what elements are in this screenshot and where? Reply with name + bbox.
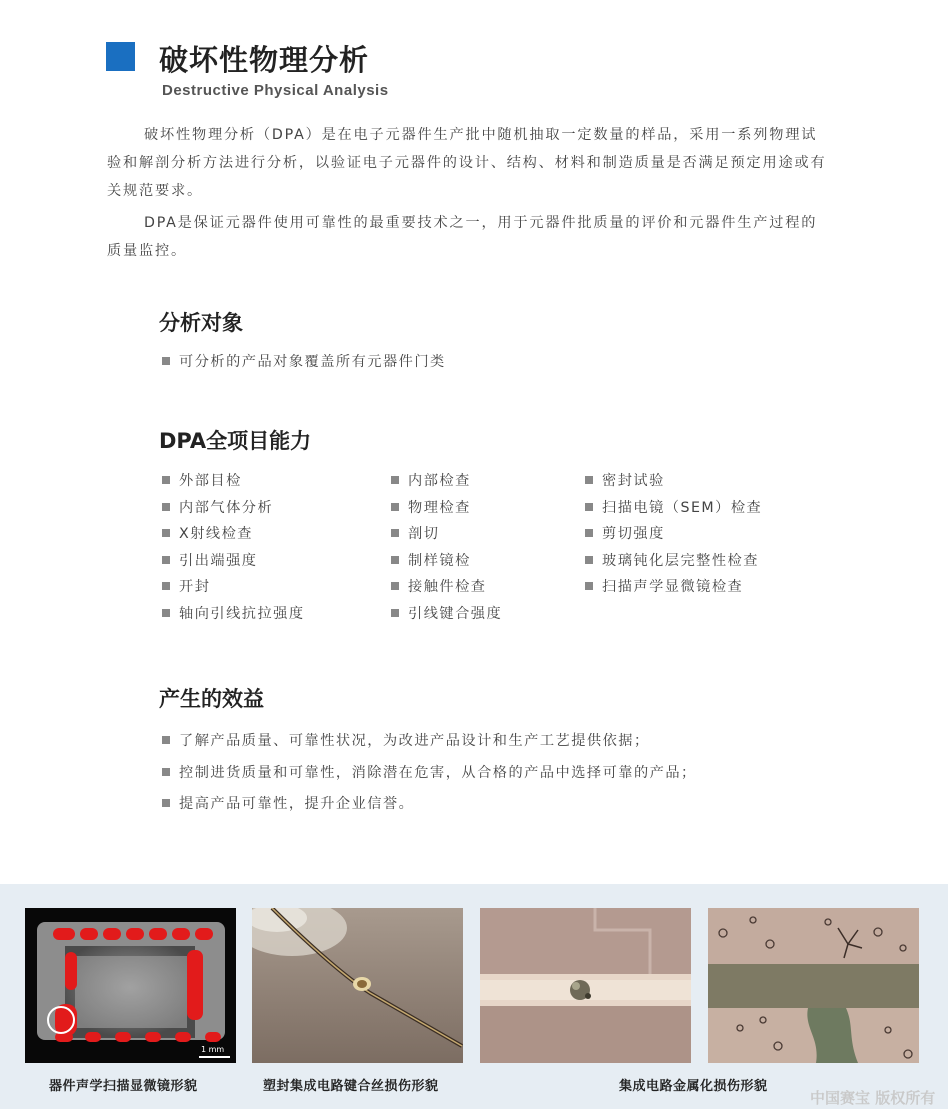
benefit-item: 提高产品可靠性，提升企业信誉。 [162, 793, 414, 813]
capability-item: 物理检查 [391, 497, 471, 517]
bullet-square-icon [162, 582, 170, 590]
caption-bond-wire: 塑封集成电路键合丝损伤形貌 [263, 1079, 439, 1094]
bullet-square-icon [162, 556, 170, 564]
capability-item: 引出端强度 [162, 550, 257, 570]
bullet-square-icon [585, 503, 593, 511]
bullet-square-icon [162, 799, 170, 807]
bullet-square-icon [391, 503, 399, 511]
bullet-square-icon [162, 503, 170, 511]
metallization-photo-1 [480, 908, 691, 1063]
bullet-square-icon [585, 582, 593, 590]
page-subtitle: Destructive Physical Analysis [162, 82, 389, 99]
list-item: 可分析的产品对象覆盖所有元器件门类 [162, 351, 446, 371]
capability-item: 剖切 [391, 523, 439, 543]
bullet-square-icon [162, 768, 170, 776]
metallization-photo-2 [708, 908, 919, 1063]
bullet-square-icon [162, 609, 170, 617]
benefit-item: 控制进货质量和可靠性，消除潜在危害，从合格的产品中选择可靠的产品； [162, 762, 697, 782]
bullet-square-icon [391, 582, 399, 590]
bullet-square-icon [162, 476, 170, 484]
caption-metallization: 集成电路金属化损伤形貌 [619, 1079, 768, 1094]
section-title-objects: 分析对象 [159, 311, 243, 335]
bullet-square-icon [391, 556, 399, 564]
section-title-benefits: 产生的效益 [159, 687, 264, 711]
bullet-square-icon [162, 736, 170, 744]
bullet-square-icon [391, 476, 399, 484]
capability-item: 剪切强度 [585, 523, 665, 543]
benefit-item: 了解产品质量、可靠性状况，为改进产品设计和生产工艺提供依据； [162, 730, 650, 750]
capability-item: 扫描电镜（SEM）检查 [585, 497, 762, 517]
bullet-square-icon [391, 529, 399, 537]
copyright-watermark: 中国赛宝 版权所有 [810, 1089, 936, 1107]
bullet-square-icon [391, 609, 399, 617]
bullet-square-icon [585, 476, 593, 484]
capability-item: 内部检查 [391, 470, 471, 490]
capability-item: 引线键合强度 [391, 603, 502, 623]
bullet-square-icon [162, 357, 170, 365]
capability-item: 密封试验 [585, 470, 665, 490]
section-title-capabilities: DPA全项目能力 [159, 429, 312, 453]
bullet-square-icon [585, 556, 593, 564]
capability-item: 玻璃钝化层完整性检查 [585, 550, 759, 570]
capability-item: 开封 [162, 576, 210, 596]
intro-paragraph-1: 破坏性物理分析（DPA）是在电子元器件生产批中随机抽取一定数量的样品，采用一系列物理试验和解剖分析方法进行分析，以验证电子元器件的设计、结构、材料和制造质量是否满足预定用途或有关规范要求。 [107, 127, 827, 199]
page-title: 破坏性物理分析 [159, 43, 370, 77]
metallization-image-1 [480, 908, 691, 1063]
capability-item: 轴向引线抗拉强度 [162, 603, 305, 623]
bullet-square-icon [162, 529, 170, 537]
capability-item: 扫描声学显微镜检查 [585, 576, 743, 596]
acoustic-scan-photo [25, 908, 236, 1063]
title-accent-square [106, 42, 135, 71]
intro-paragraph-2: DPA是保证元器件使用可靠性的最重要技术之一，用于元器件批质量的评价和元器件生产过程的质量监控。 [107, 215, 818, 259]
capability-item: 外部目检 [162, 470, 242, 490]
bond-wire-image [252, 908, 463, 1063]
scale-bar-label: 1 mm [201, 1045, 225, 1054]
capability-item: X射线检查 [162, 523, 253, 543]
bond-wire-photo [252, 908, 463, 1063]
acoustic-scan-image [25, 908, 236, 1063]
bullet-square-icon [585, 529, 593, 537]
metallization-image-2 [708, 908, 919, 1063]
capability-item: 内部气体分析 [162, 497, 273, 517]
capability-item: 制样镜检 [391, 550, 471, 570]
caption-acoustic: 器件声学扫描显微镜形貌 [49, 1079, 198, 1094]
capability-item: 接触件检查 [391, 576, 486, 596]
